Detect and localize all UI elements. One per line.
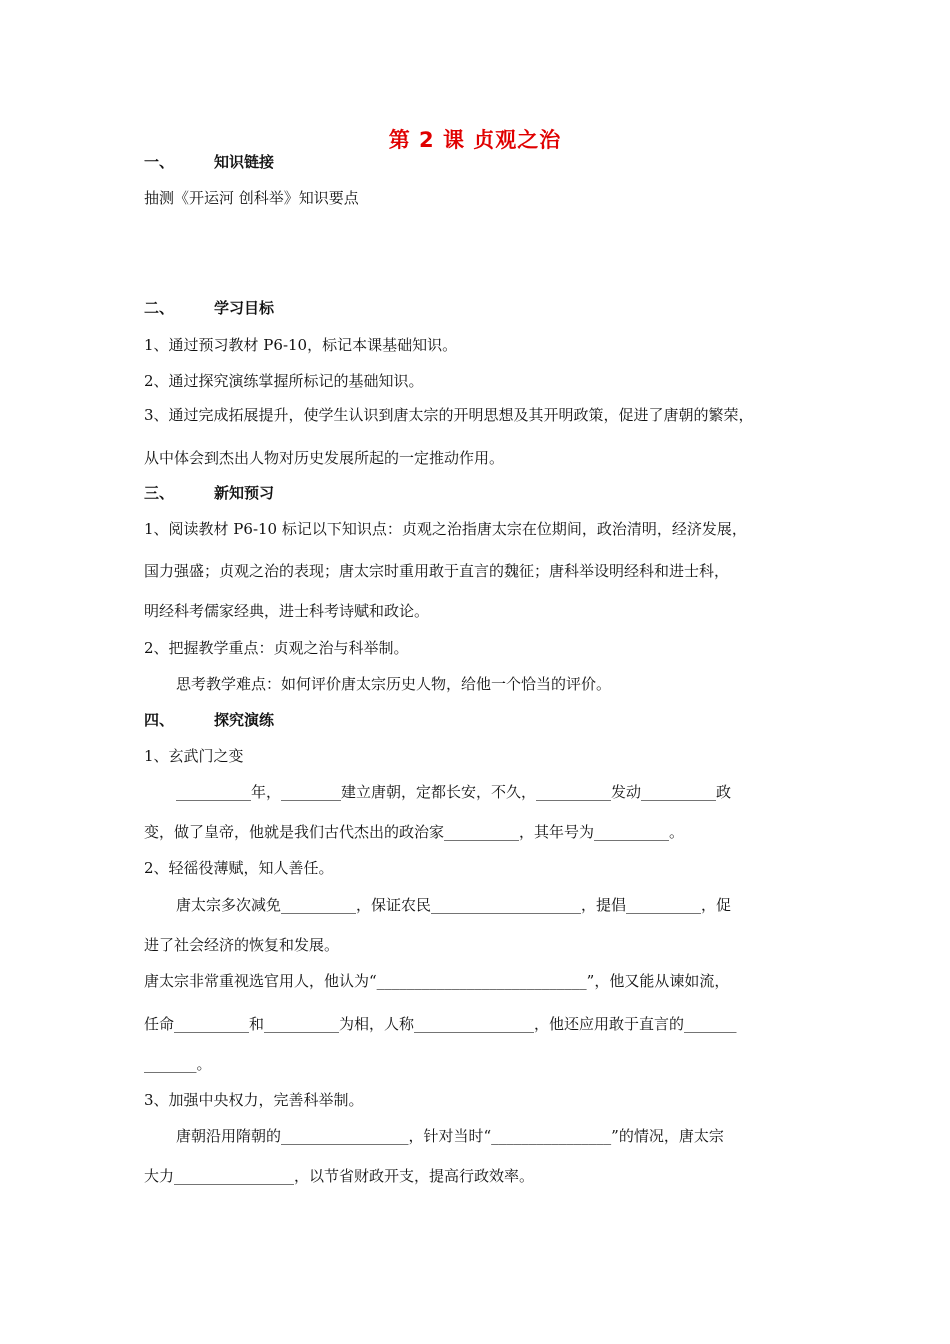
text-line: 抽测《开运河 创科举》知识要点 xyxy=(144,189,359,207)
section-heading-4 xyxy=(144,710,274,730)
text-line: 2、把握教学重点：贞观之治与科举制。 xyxy=(144,639,409,657)
text-line: 从中体会到杰出人物对历史发展所起的一定推动作用。 xyxy=(144,449,505,467)
section-number: 一、 xyxy=(144,153,175,171)
fill-blank-line: 任命__________和__________为相，人称________________，他还应用敢于直言的_______ xyxy=(144,1015,737,1033)
section-number: 二、 xyxy=(144,299,175,317)
text-line: 进了社会经济的恢复和发展。 xyxy=(144,936,340,954)
fill-blank-line: _______。 xyxy=(144,1055,212,1073)
section-label: 知识链接 xyxy=(214,153,275,171)
fill-blank-line: 唐朝沿用隋朝的_________________，针对当时“________________”的情况，唐太宗 xyxy=(176,1127,724,1145)
text-line: 国力强盛；贞观之治的表现；唐太宗时重用敢于直言的魏征；唐科举设明经科和进士科， xyxy=(144,562,730,580)
page-title: 第 2 课 贞观之治 xyxy=(388,128,562,152)
text-line: 3、通过完成拓展提升，使学生认识到唐太宗的开明思想及其开明政策，促进了唐朝的繁荣， xyxy=(144,406,754,424)
section-label: 新知预习 xyxy=(214,484,275,502)
section-heading-1 xyxy=(144,152,274,172)
fill-blank-line: __________年，________建立唐朝，定都长安，不久，__________发动__________政 xyxy=(176,783,732,801)
fill-blank-line: 唐太宗多次减免__________，保证农民____________________，提倡__________，促 xyxy=(176,896,732,914)
text-line: 明经科考儒家经典，进士科考诗赋和政论。 xyxy=(144,602,430,620)
text-line: 思考教学难点：如何评价唐太宗历史人物，给他一个恰当的评价。 xyxy=(176,675,612,693)
fill-blank-line: 变，做了皇帝，他就是我们古代杰出的政治家__________，其年号为__________。 xyxy=(144,823,685,841)
text-line: 1、阅读教材 P6-10 标记以下知识点：贞观之治指唐太宗在位期间，政治清明，经济发展， xyxy=(144,520,747,538)
section-label: 学习目标 xyxy=(214,299,275,317)
section-number: 四、 xyxy=(144,711,175,729)
section-label: 探究演练 xyxy=(214,711,275,729)
fill-blank-line: 大力________________，以节省财政开支，提高行政效率。 xyxy=(144,1167,535,1185)
text-line: 3、加强中央权力，完善科举制。 xyxy=(144,1091,364,1109)
text-line: 2、通过探究演练掌握所标记的基础知识。 xyxy=(144,372,424,390)
text-line: 2、轻徭役薄赋，知人善任。 xyxy=(144,859,334,877)
section-heading-2 xyxy=(144,298,274,318)
text-line: 1、玄武门之变 xyxy=(144,747,244,765)
section-number: 三、 xyxy=(144,484,175,502)
fill-blank-line: 唐太宗非常重视选官用人，他认为“____________________________”，他又能从谏如流， xyxy=(144,972,730,990)
text-line: 1、通过预习教材 P6-10，标记本课基础知识。 xyxy=(144,336,458,354)
section-heading-3 xyxy=(144,483,274,503)
